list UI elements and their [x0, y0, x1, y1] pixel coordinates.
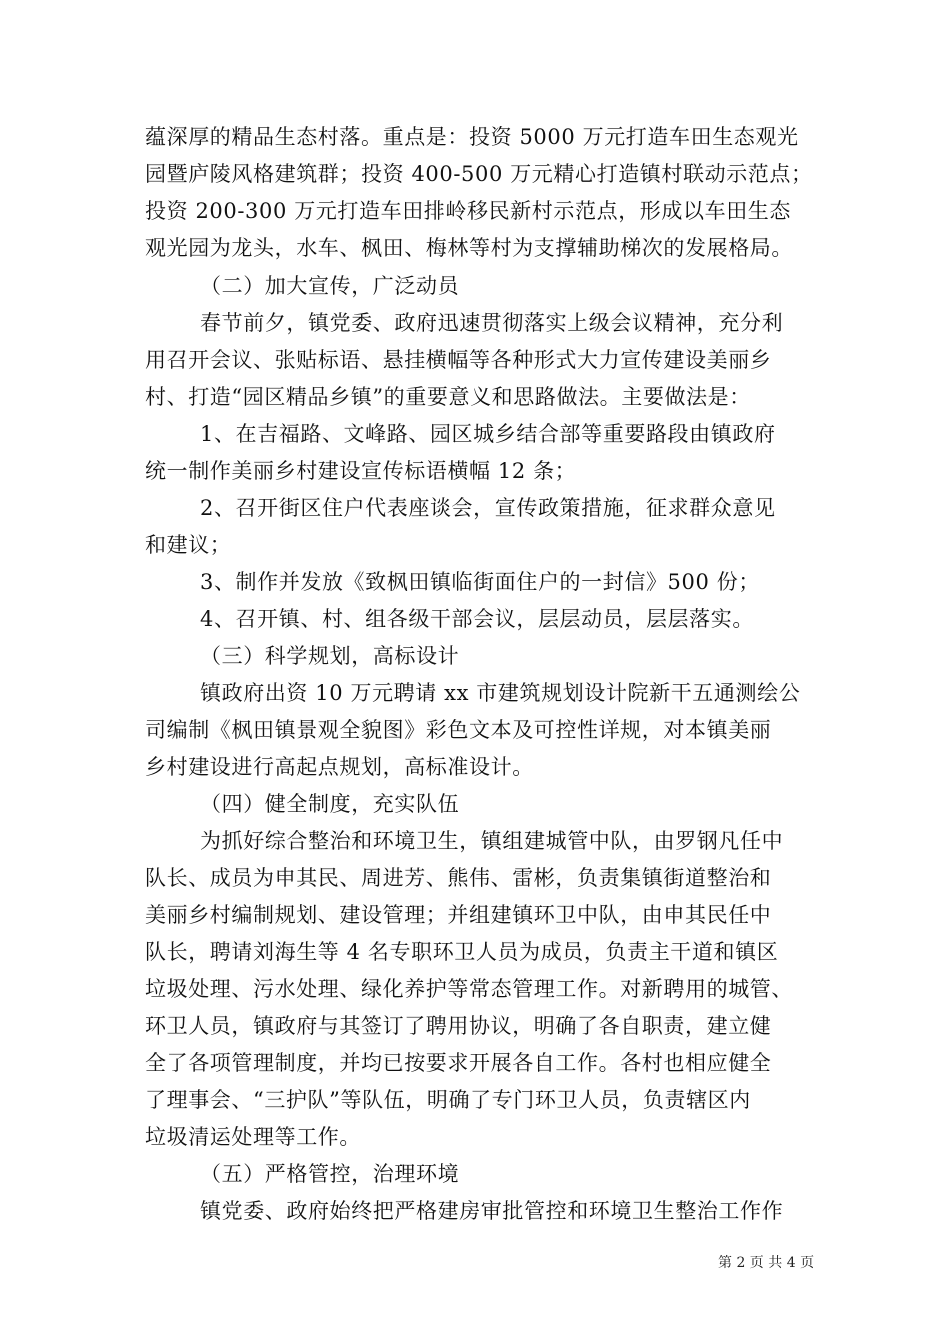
list-item-line: 和建议； — [145, 533, 232, 557]
paragraph-line: 乡村建设进行高起点规划，高标准设计。 — [145, 755, 534, 779]
section-heading: （四）健全制度，充实队伍 — [200, 792, 460, 816]
paragraph-line: 镇党委、政府始终把严格建房审批管控和环境卫生整治工作作 — [200, 1199, 784, 1223]
paragraph-line: 队长，聘请刘海生等 4 名专职环卫人员为成员，负责主干道和镇区 — [145, 940, 779, 964]
paragraph-line: 美丽乡村编制规划、建设管理；并组建镇环卫中队，由申其民任中 — [145, 903, 772, 927]
list-item-line: 4、召开镇、村、组各级干部会议，层层动员，层层落实。 — [200, 607, 754, 631]
page-number: 第 2 页 共 4 页 — [718, 1255, 815, 1271]
section-heading: （五）严格管控，治理环境 — [200, 1162, 460, 1186]
paragraph-line: 司编制《枫田镇景观全貌图》彩色文本及可控性详规，对本镇美丽 — [145, 718, 772, 742]
section-heading: （三）科学规划，高标设计 — [200, 644, 460, 668]
list-item-line: 2、召开街区住户代表座谈会，宣传政策措施，征求群众意见 — [200, 496, 776, 520]
paragraph-line: 垃圾处理、污水处理、绿化养护等常态管理工作。对新聘用的城管、 — [145, 977, 793, 1001]
paragraph-line: 村、打造“园区精品乡镇”的重要意义和思路做法。主要做法是： — [145, 385, 751, 409]
list-item-line: 统一制作美丽乡村建设宣传标语横幅 12 条； — [145, 459, 577, 483]
paragraph-line: 为抓好综合整治和环境卫生，镇组建城管中队，由罗钢凡任中 — [200, 829, 784, 853]
paragraph-line: 环卫人员，镇政府与其签订了聘用协议，明确了各自职责，建立健 — [145, 1014, 772, 1038]
paragraph-line: 投资 200-300 万元打造车田排岭移民新村示范点，形成以车田生态 — [145, 199, 792, 223]
paragraph-line: 春节前夕，镇党委、政府迅速贯彻落实上级会议精神，充分利 — [200, 311, 784, 335]
paragraph-line: 全了各项管理制度，并均已按要求开展各自工作。各村也相应健全 — [145, 1051, 772, 1075]
paragraph-line: 园暨庐陵风格建筑群；投资 400-500 万元精心打造镇村联动示范点； — [145, 162, 813, 186]
paragraph-line: 队长、成员为申其民、周进芳、熊伟、雷彬，负责集镇街道整治和 — [145, 866, 772, 890]
paragraph-line: 了理事会、“三护队”等队伍，明确了专门环卫人员，负责辖区内 — [145, 1088, 751, 1112]
paragraph-line: 蕴深厚的精品生态村落。重点是：投资 5000 万元打造车田生态观光 — [145, 125, 799, 149]
paragraph-line: 镇政府出资 10 万元聘请 xx 市建筑规划设计院新干五通测绘公 — [200, 681, 801, 705]
paragraph-line: 垃圾清运处理等工作。 — [145, 1125, 361, 1149]
section-heading: （二）加大宣传，广泛动员 — [200, 274, 460, 298]
paragraph-line: 观光园为龙头，水车、枫田、梅林等村为支撑辅助梯次的发展格局。 — [145, 236, 793, 260]
list-item-line: 1、在吉福路、文峰路、园区城乡结合部等重要路段由镇政府 — [200, 422, 776, 446]
list-item-line: 3、制作并发放《致枫田镇临街面住户的一封信》500 份； — [200, 570, 760, 594]
paragraph-line: 用召开会议、张贴标语、悬挂横幅等各种形式大力宣传建设美丽乡 — [145, 348, 772, 372]
